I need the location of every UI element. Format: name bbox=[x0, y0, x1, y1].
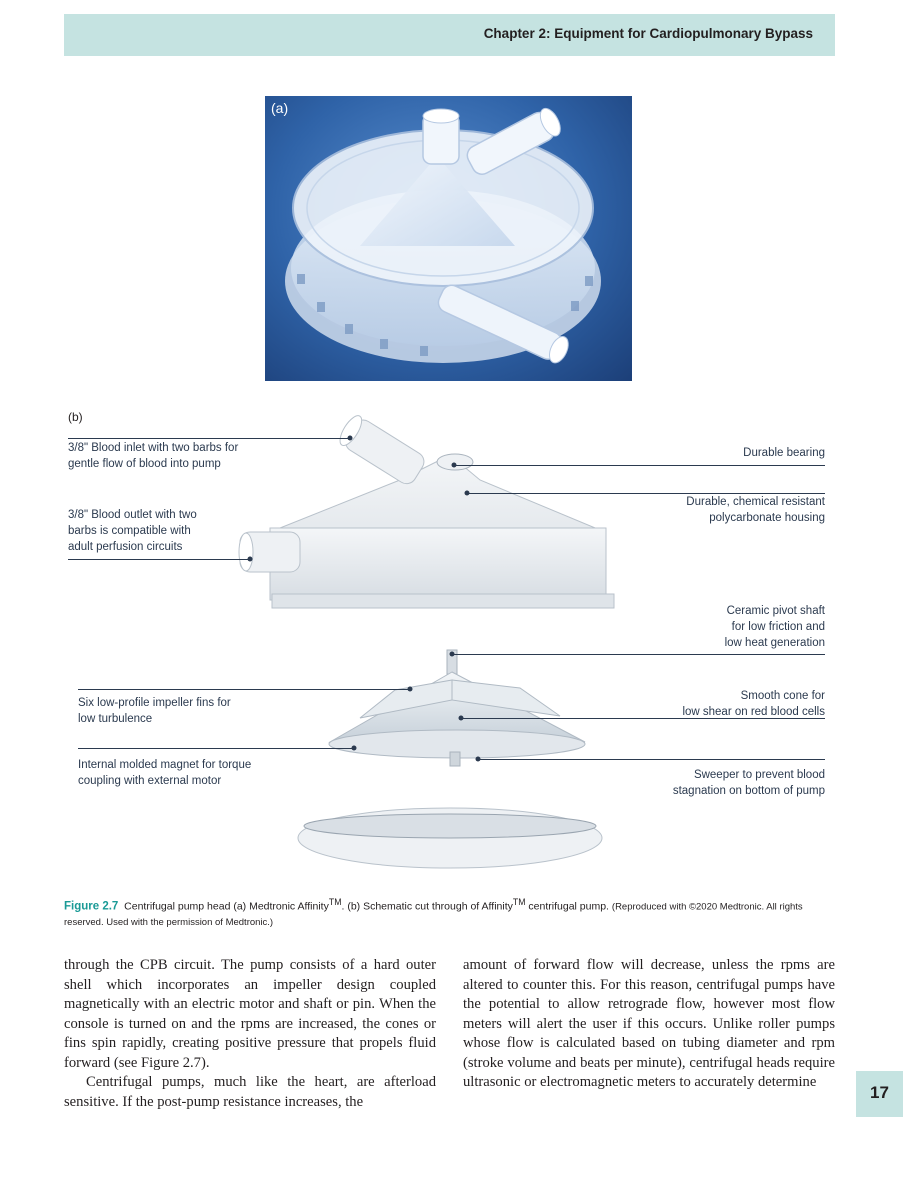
body-right-column bbox=[463, 956, 835, 1093]
callout-impeller-fins: Six low-profile impeller fins for low turbulence bbox=[78, 697, 231, 725]
callout-line-inlet bbox=[68, 438, 350, 439]
callout-line-fins bbox=[78, 689, 410, 690]
impeller bbox=[329, 650, 585, 766]
callout-smooth-cone: Smooth cone for low shear on red blood cells bbox=[682, 690, 825, 718]
callout-bearing: Durable bearing bbox=[743, 447, 825, 459]
page-number-tab bbox=[856, 1071, 903, 1117]
callout-line-magnet bbox=[78, 748, 354, 749]
callout-blood-inlet: 3/8" Blood inlet with two barbs for gentle flow of blood into pump bbox=[68, 442, 239, 470]
panel-a-label: (a) bbox=[271, 100, 289, 116]
chapter-title: Chapter 2: Equipment for Cardiopulmonary Bypass bbox=[483, 26, 813, 41]
body-paragraph: Centrifugal pumps, much like the heart, are afterload sensitive. If the post-pump resistance increases, the bbox=[64, 1074, 436, 1110]
callout-line-sweeper bbox=[478, 759, 825, 760]
callout-line-bearing bbox=[454, 465, 825, 466]
caption-text-1: Centrifugal pump head (a) Medtronic Affinity bbox=[124, 900, 329, 913]
body-paragraph: amount of forward flow will decrease, unless the rpms are altered to counter this. For this reason, centrifugal pumps have the potential to allow retrograde flow, however most flow meters will alert the user if this occurs. Unlike roller pumps whose flow is calculated based on tubing diameter and rpm (stroke volume and beats per minute), centrifugal heads require ultrasonic or electromagnetic meters to accurately determine bbox=[463, 957, 835, 1090]
callout-magnet: Internal molded magnet for torque coupling with external motor bbox=[78, 759, 252, 787]
callout-line-pivot bbox=[452, 654, 825, 655]
callout-housing: Durable, chemical resistant polycarbonate housing bbox=[686, 496, 825, 524]
callout-sweeper: Sweeper to prevent blood stagnation on bottom of pump bbox=[672, 769, 825, 797]
callout-blood-outlet: 3/8" Blood outlet with two barbs is compatible with adult perfusion circuits bbox=[68, 509, 197, 553]
caption-tm-2: TM bbox=[512, 897, 526, 907]
panel-b-label: (b) bbox=[68, 410, 83, 424]
caption-tm-1: TM bbox=[328, 897, 342, 907]
body-paragraph: through the CPB circuit. The pump consists of a hard outer shell which incorporates an impeller design coupled magnetically with an electric motor and shaft or pin. When the console is turned on and the rpms are increased, the cones or fins spin rapidly, creating positive pressure that propels fluid forward (see Figure 2.7). bbox=[64, 957, 436, 1071]
caption-credit: (Reproduced with ©2020 Medtronic. All rights reserved. Used with the permission of Medtronic.) bbox=[64, 901, 803, 928]
figure-caption bbox=[64, 895, 835, 930]
caption-text-3: centrifugal pump. bbox=[525, 900, 609, 913]
page-number: 17 bbox=[870, 1083, 889, 1102]
callout-pivot-shaft: Ceramic pivot shaft for low friction and low heat generation bbox=[724, 605, 825, 649]
bottom-plate bbox=[298, 808, 602, 868]
pump-housing bbox=[239, 412, 614, 608]
body-left-column bbox=[64, 956, 436, 1112]
caption-text-2: . (b) Schematic cut through of Affinity bbox=[341, 900, 513, 913]
figure-number: Figure 2.7 bbox=[64, 900, 119, 913]
callout-line-outlet bbox=[68, 559, 250, 560]
